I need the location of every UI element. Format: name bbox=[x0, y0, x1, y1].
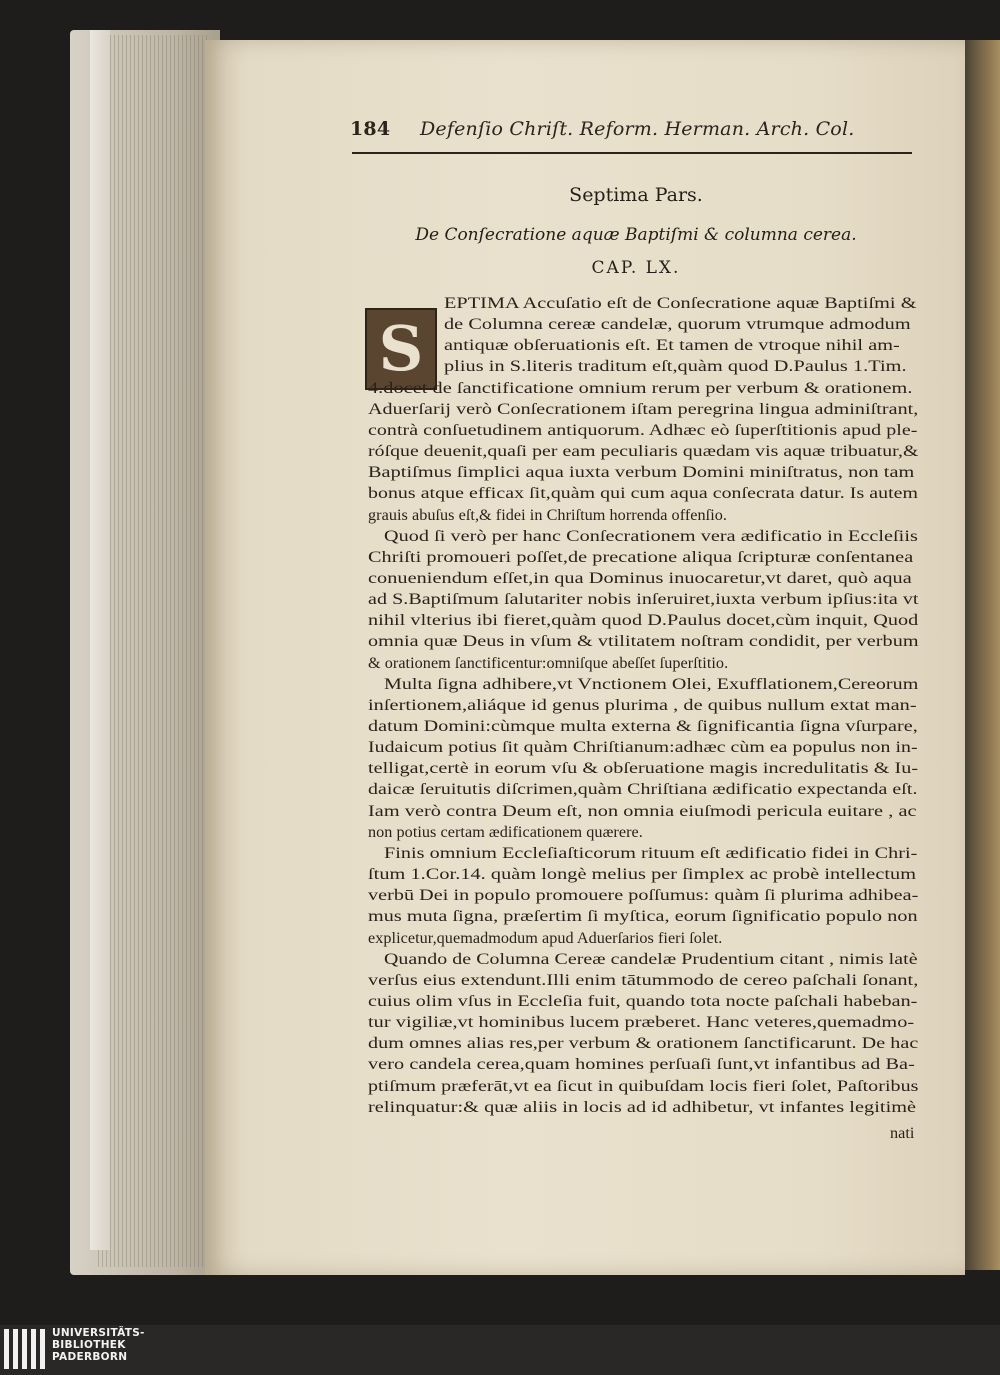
text-line: verbū Dei in populo promouere poſſumus: quàm ſi plurima adhibea- bbox=[368, 886, 919, 905]
text-line: telligat,certè in eorum vſu & obſeruatione magis incredulitatis & Iu- bbox=[368, 759, 919, 778]
text-line: verſus eius extendunt.Illi enim tātummodo de cereo paſchali ſonant, bbox=[368, 970, 919, 989]
text-line: Aduerſarij verò Conſecrationem iſtam peregrina lingua adminiſtrant, bbox=[368, 399, 919, 418]
text-line: Iudaicum potius ſit quàm Chriſtianum:adhæc cùm ea populus non in- bbox=[368, 738, 918, 757]
library-logo-icon bbox=[4, 1329, 46, 1369]
text-line: vero candela cerea,quam homines perſuaſi ſunt,vt infantibus ad Ba- bbox=[368, 1055, 915, 1074]
text-line: Iam verò contra Deum eſt, non omnia eiuſmodi pericula euitare , ac bbox=[368, 801, 917, 820]
text-line: cuius olim vſus in Eccleſia fuit, quando tota nocte paſchali habeban- bbox=[368, 991, 918, 1010]
text-line: dum omnes alias res,per verbum & orationem ſanctificarunt. De hac bbox=[368, 1034, 919, 1053]
text-line: datum Domini:cùmque multa externa & ſignificantia ſigna vſurpare, bbox=[368, 717, 918, 735]
catchword: nati bbox=[890, 1124, 915, 1142]
text-line: grauis abuſus eſt,& fidei in Chriſtum horrenda offenſio. bbox=[368, 505, 728, 524]
text-line: de Columna cereæ candelæ, quorum vtrumque admodum bbox=[444, 315, 911, 334]
footer-bar bbox=[0, 1325, 1000, 1375]
library-logo-text bbox=[52, 1327, 145, 1363]
text-line: Baptiſmus ſimplici aqua iuxta verbum Domini miniſtratus, non tam bbox=[368, 463, 915, 482]
text-line: Finis omnium Eccleſiaſticorum rituum eſt ædificatio fidei in Chri- bbox=[384, 843, 918, 862]
text-line: mus muta ſigna, præſertim ſi myſtica, eorum ſignificatio populo non bbox=[368, 907, 918, 926]
logo-line-1: UNIVERSITÄTS- bbox=[52, 1327, 145, 1339]
drop-cap-letter: S bbox=[378, 312, 424, 385]
text-line: plius in S.literis traditum eſt,quàm quod D.Paulus 1.Tim. bbox=[444, 357, 907, 376]
text-line: Multa ſigna adhibere,vt Vnctionem Olei, Exufflationem,Cereorum bbox=[384, 674, 919, 693]
text-line: nihil vlterius ibi fieret,quàm quod D.Paulus docet,cùm inquit, Quod bbox=[368, 611, 919, 630]
page-number: 184 bbox=[350, 118, 391, 140]
text-line: ſtum 1.Cor.14. quàm longè melius per ſimplex ac probè intellectum bbox=[368, 865, 917, 884]
logo-line-2: BIBLIOTHEK bbox=[52, 1339, 126, 1351]
text-line: róſque deuenit,quaſi per eam peculiaris quædam vis aquæ tribuatur,& bbox=[368, 442, 919, 461]
section-subtitle: De Conſecratione aquæ Baptiſmi & columna cerea. bbox=[415, 225, 857, 245]
text-line: antiquæ obſeruationis eſt. Et tamen de vtroque nihil am- bbox=[444, 336, 900, 355]
text-line: relinquatur:& quæ aliis in locis ad id adhibetur, vt infantes legitimè bbox=[368, 1097, 917, 1116]
text-line: explicetur,quemadmodum apud Aduerſarios fieri ſolet. bbox=[368, 928, 723, 947]
text-line: Chriſti promoueri poſſet,de precatione aliqua ſcripturæ conſentanea bbox=[368, 547, 914, 566]
text-line: & orationem ſanctificentur:omniſque abeſſet ſuperſtitio. bbox=[368, 653, 729, 672]
text-line: EPTIMA Accuſatio eſt de Conſecratione aquæ Baptiſmi & bbox=[444, 294, 917, 312]
text-line: omnia quæ Deus in vſum & vtilitatem noſtram condidit, per verbum bbox=[368, 632, 919, 651]
text-line: inſertionem,aliáque id genus plurima , de quibus nullum extat man- bbox=[368, 695, 917, 714]
text-line: daicæ ſeruitutis diſcrimen,quàm Chriſtiana ædificatio expectanda eſt. bbox=[368, 780, 918, 799]
text-line: Quando de Columna Cereæ candelæ Prudentium citant , nimis latè bbox=[384, 949, 918, 968]
running-head-title: Defenſio Chriſt. Reform. Herman. Arch. Col. bbox=[420, 118, 855, 140]
text-line: ptiſmum præferāt,vt ea ſicut in quibuſdam locis fieri ſolet, Paſtoribus bbox=[368, 1076, 919, 1095]
text-line: tur vigiliæ,vt hominibus lucem præberet. Hanc veteres,quemadmo- bbox=[368, 1013, 915, 1032]
text-line: non potius certam ædificationem quærere. bbox=[368, 822, 643, 841]
part-title: Septima Pars. bbox=[569, 184, 703, 206]
logo-line-3: PADERBORN bbox=[52, 1351, 128, 1363]
text-line: ad S.Baptiſmum ſalutariter nobis inſeruiret,iuxta verbum ipſius:ita vt bbox=[368, 590, 919, 609]
text-line: 4.docet de ſanctificatione omnium rerum per verbum & orationem. bbox=[368, 378, 913, 397]
text-line: conueniendum eſſet,in qua Dominus inuocaretur,vt daret, quò aqua bbox=[368, 568, 912, 587]
text-line: Quod ſi verò per hanc Conſecrationem vera ædificatio in Eccleſiis bbox=[384, 526, 918, 545]
text-line: contrà conſuetudinem antiquorum. Adhæc eò ſuperſtitionis apud ple- bbox=[368, 420, 918, 439]
text-line: bonus atque efficax ſit,quàm qui cum aqua conſecrata datur. Is autem bbox=[368, 484, 918, 503]
chapter-heading: CAP. LX. bbox=[591, 258, 681, 278]
